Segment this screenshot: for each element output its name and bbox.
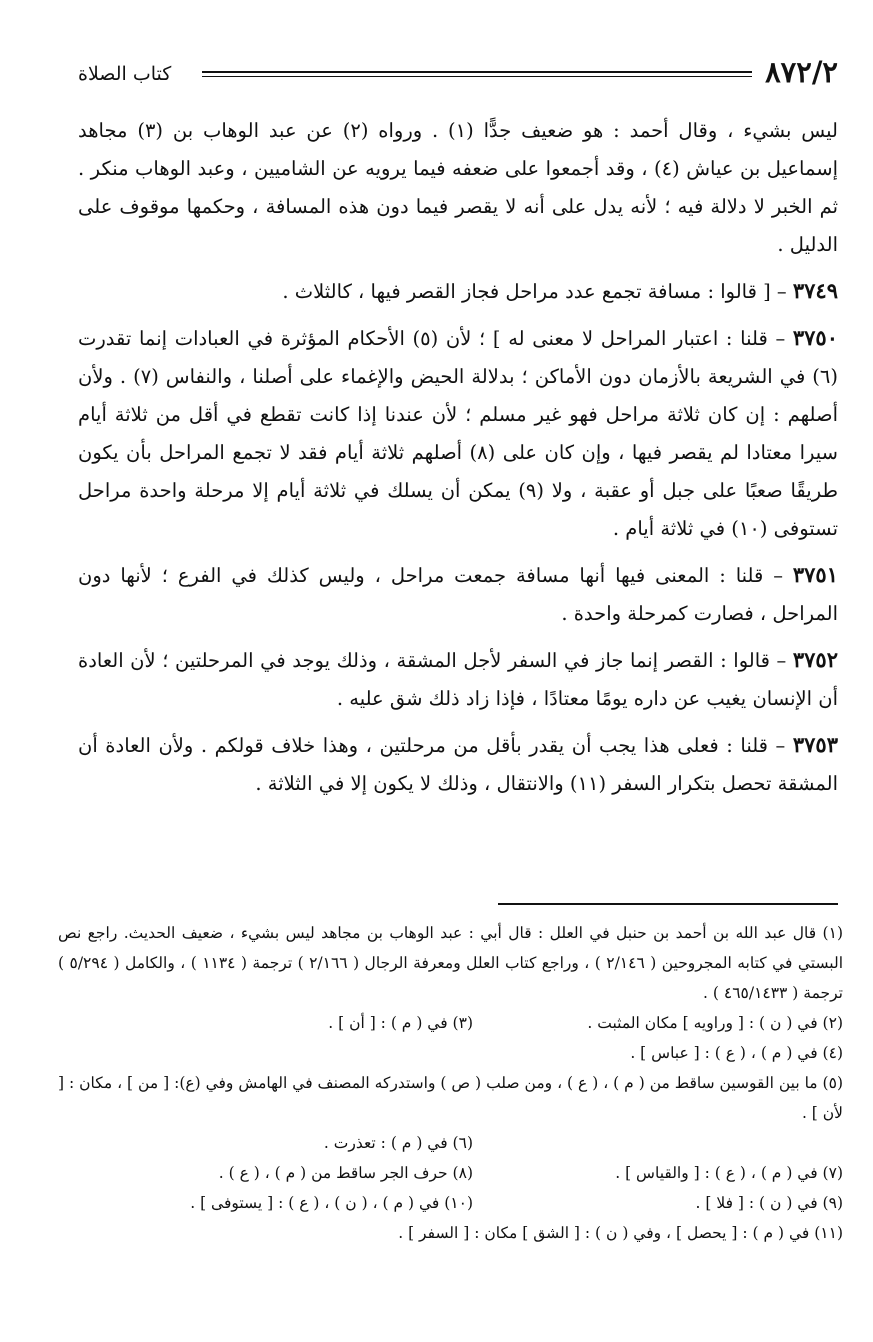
footnote-row	[58, 1128, 843, 1158]
footnote: (١١) في ( م ) : [ يحصل ] ، وفي ( ن ) : [ الشق ] مكان : [ السفر ] .	[398, 1224, 843, 1242]
paragraph-text: – قلنا : المعنى فيها أنها مسافة جمعت مراحل ، وليس كذلك في الفرع ؛ لأنها دون المراحل ، فصارت كمرحلة واحدة .	[78, 564, 838, 625]
paragraph-text: – قالوا : القصر إنما جاز في السفر لأجل المشقة ، وذلك يوجد في المرحلتين ؛ لأن العادة أن الإنسان يغيب عن داره يومًا معتادًا ، فإذا زاد ذلك شق عليه .	[78, 649, 838, 710]
paragraph-text: – قلنا : فعلى هذا يجب أن يقدر بأقل من مرحلتين ، وهذا خلاف قولكم . ولأن العادة أن المشقة تحصل بتكرار السفر (١١) والانتقال ، وذلك لا يكون إلا في الثلاثة .	[78, 734, 838, 795]
footnote-row	[58, 1008, 843, 1038]
page-number: ٨٧٢/٢	[765, 55, 838, 89]
footnote-spacer	[473, 1128, 843, 1158]
paragraph	[78, 272, 838, 311]
issue-number: ٣٧٥١	[792, 562, 838, 587]
issue-number: ٣٧٤٩	[792, 278, 838, 303]
footnote: (٥) ما بين القوسين ساقط من ( م ) ، ( ع ) ، ومن صلب ( ص ) واستدركه المصنف في الهامش وفي (ع): [ من ] ، مكان : [ لأن ] .	[58, 1074, 843, 1122]
footnotes	[58, 918, 843, 1248]
page-header	[78, 52, 838, 92]
paragraph	[78, 112, 838, 264]
paragraph	[78, 556, 838, 633]
footnote: (٧) في ( م ) ، ( ع ) : [ والقياس ] .	[615, 1164, 843, 1182]
footnote-row	[58, 1188, 843, 1218]
footnote: (٢) في ( ن ) : [ وراويه ] مكان المثبت .	[587, 1014, 843, 1032]
footnote: (٨) حرف الجر ساقط من ( م ) ، ( ع ) .	[218, 1164, 473, 1182]
issue-number: ٣٧٥٠	[792, 325, 838, 350]
paragraph-text: – قلنا : اعتبار المراحل لا معنى له ] ؛ لأن (٥) الأحكام المؤثرة في العبادات إنما تقدرت (٦) في الشريعة بالأزمان دون الأماكن ؛ بدلالة الحيض والإغماء على أصلنا ، والنفاس (٧) . ولأن أصلهم : إن كان ثلاثة مراحل فهو غير مسلم ؛ لأن عندنا إذا كانت تقطع في أقل من ثلاثة أيام سيرا معتادا لم يقصر فيها ، وإن كان على (٨) أصلهم ثلاثة أيام فقد لا تجمع المراحل بأن يكون طريقًا صعبًا على جبل أو عقبة ، ولا (٩) يمكن أن يسلك في ثلاثة أيام إلا مرحلة واحدة مراحل تستوفى (١٠) في ثلاثة أيام .	[78, 327, 838, 540]
paragraph-text: – [ قالوا : مسافة تجمع عدد مراحل فجاز القصر فيها ، كالثلاث .	[282, 280, 793, 303]
footnote: (٣) في ( م ) : [ أن ] .	[328, 1014, 473, 1032]
issue-number: ٣٧٥٣	[792, 732, 838, 757]
main-text	[78, 112, 838, 811]
footnote: (٦) في ( م ) : تعذرت .	[323, 1134, 473, 1152]
issue-number: ٣٧٥٢	[792, 647, 838, 672]
footnote-separator	[498, 903, 838, 905]
footnote: (٩) في ( ن ) : [ فلا ] .	[695, 1194, 843, 1212]
paragraph	[78, 726, 838, 803]
footnote: (٤) في ( م ) ، ( ع ) : [ عباس ] .	[630, 1044, 843, 1062]
paragraph	[78, 319, 838, 548]
header-rule	[202, 71, 752, 77]
footnote-row	[58, 1158, 843, 1188]
footnote: (١٠) في ( م ) ، ( ن ) ، ( ع ) : [ يستوفى ] .	[190, 1194, 473, 1212]
footnote: (١) قال عبد الله بن أحمد بن حنبل في العلل : قال أبي : عبد الوهاب بن مجاهد ليس بشيء ، ضعيف الحديث. راجع نص البستي في كتابه المجروحين ( ٢/١٤٦ ) ، وراجع كتاب العلل ومعرفة الرجال ( ٢/١٦٦ ) ترجمة ( ١١٣٤ ) ، والكامل ( ٥/٢٩٤ ) ترجمة ( ٤٦٥/١٤٣٣ ) .	[58, 924, 843, 1002]
paragraph	[78, 641, 838, 718]
book-title: كتاب الصلاة	[78, 63, 172, 85]
paragraph-text: ليس بشيء ، وقال أحمد : هو ضعيف جدًّا (١) . ورواه (٢) عن عبد الوهاب بن (٣) مجاهد إسماعيل بن عياش (٤) ، وقد أجمعوا على ضعفه فيما يرويه عن الشاميين ، وعبد الوهاب منكر . ثم الخبر لا دلالة فيه ؛ لأنه يدل على أنه لا يقصر فيما دون هذه المسافة ، وحكمها موقوف على الدليل .	[78, 119, 839, 256]
